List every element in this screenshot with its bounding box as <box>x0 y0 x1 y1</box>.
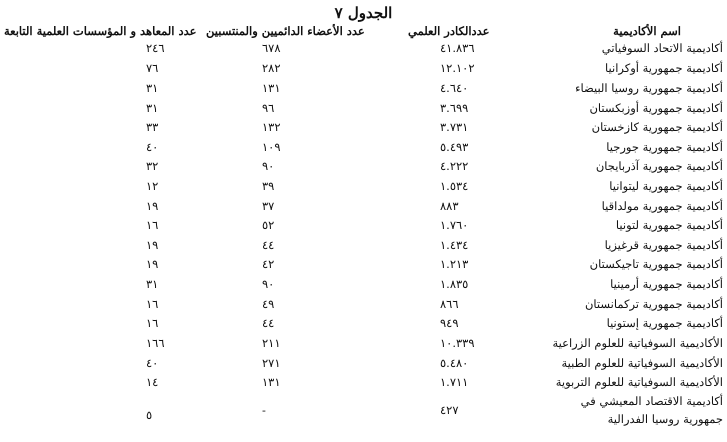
institutes-cell: ١٢ <box>146 179 159 193</box>
table-title: الجدول ٧ <box>334 4 393 22</box>
header-members: عدد الأعضاء الدائميين والمنتسبين <box>206 24 365 38</box>
academy-name-cell: أكاديمية الاتحاد السوفياتي <box>601 41 723 55</box>
table-row <box>0 392 727 426</box>
members-cell: ٦٧٨ <box>262 41 281 55</box>
institutes-cell: ٧٦ <box>146 61 159 75</box>
academy-name-cell: الأكاديمية السوفياتية للعلوم التربوية <box>555 375 723 389</box>
institutes-cell: ١٦ <box>146 316 159 330</box>
institutes-cell: ١٤ <box>146 375 159 389</box>
table-row <box>0 79 727 98</box>
institutes-cell: ٣٢ <box>146 159 159 173</box>
academy-name-cell: أكاديمية جمهورية روسيا البيضاء <box>575 81 723 95</box>
members-cell: ١٣١ <box>262 81 281 95</box>
members-cell: ٩٠ <box>262 277 275 291</box>
academy-name-cell: أكاديمية جمهورية أوكرانيا <box>605 61 723 75</box>
members-cell: ١٣١ <box>262 375 281 389</box>
table-row <box>0 157 727 176</box>
scientific-staff-cell: ٤.٦٤٠ <box>440 81 469 95</box>
scientific-staff-cell: ١.٢١٣ <box>440 257 469 271</box>
scientific-staff-cell: ٤.٢٢٢ <box>440 159 469 173</box>
institutes-cell: ١٦٦ <box>146 336 165 350</box>
scientific-staff-cell: ٨٦٦ <box>440 297 459 311</box>
institutes-cell: ٣١ <box>146 277 159 291</box>
institutes-cell: ٣١ <box>146 81 159 95</box>
table-row <box>0 354 727 373</box>
academy-name-cell: أكاديمية جمهورية إستونيا <box>606 316 723 330</box>
table-row <box>0 334 727 353</box>
institutes-cell: ١٩ <box>146 257 159 271</box>
members-cell: ٩٦ <box>262 101 275 115</box>
table-row <box>0 59 727 78</box>
institutes-cell: ٣٣ <box>146 120 159 134</box>
members-cell: ٤٤ <box>262 316 275 330</box>
table-row <box>0 39 727 58</box>
academy-name-cell: أكاديمية الاقتصاد المعيشي في جمهورية روسيا الفدرالية <box>580 394 723 426</box>
academy-name-cell: أكاديمية جمهورية أرمينيا <box>610 277 723 291</box>
institutes-cell: ٢٤٦ <box>146 41 165 55</box>
institutes-cell: ٥ <box>146 408 153 422</box>
members-cell: ٤٤ <box>262 238 275 252</box>
scientific-staff-cell: ٥.٤٨٠ <box>440 356 469 370</box>
table-row <box>0 99 727 118</box>
scientific-staff-cell: ١.٥٣٤ <box>440 179 469 193</box>
institutes-cell: ١٦ <box>146 297 159 311</box>
academy-name-cell: أكاديمية جمهورية مولداقيا <box>601 199 723 213</box>
table-row <box>0 236 727 255</box>
scientific-staff-cell: ٣.٧٣١ <box>440 120 469 134</box>
scientific-staff-cell: ٨٨٣ <box>440 199 459 213</box>
table-row <box>0 255 727 274</box>
scientific-staff-cell: ١٢.١٠٢ <box>440 61 475 75</box>
members-cell: ٩٠ <box>262 159 275 173</box>
institutes-cell: ٤٠ <box>146 140 159 154</box>
scientific-staff-cell: ١٠.٣٣٩ <box>440 336 475 350</box>
scientific-staff-cell: ٣.٦٩٩ <box>440 101 469 115</box>
table-row <box>0 177 727 196</box>
academy-name-cell: الأكاديمية السوفياتية للعلوم الطبية <box>561 356 723 370</box>
institutes-cell: ١٦ <box>146 218 159 232</box>
members-cell: - <box>262 403 266 417</box>
members-cell: ١٣٢ <box>262 120 281 134</box>
scientific-staff-cell: ٩٤٩ <box>440 316 459 330</box>
table-row <box>0 295 727 314</box>
table-row <box>0 216 727 235</box>
scientific-staff-cell: ١.٧٦٠ <box>440 218 469 232</box>
members-cell: ٤٢ <box>262 257 275 271</box>
academy-name-cell: أكاديمية جمهورية لتونيا <box>615 218 723 232</box>
members-cell: ١٠٩ <box>262 140 281 154</box>
members-cell: ٣٧ <box>262 199 275 213</box>
scientific-staff-cell: ١.٤٣٤ <box>440 238 469 252</box>
institutes-cell: ٤٠ <box>146 356 159 370</box>
institutes-cell: ١٩ <box>146 238 159 252</box>
table-row <box>0 118 727 137</box>
members-cell: ٥٢ <box>262 218 275 232</box>
scientific-staff-cell: ٥.٤٩٣ <box>440 140 469 154</box>
institutes-cell: ١٩ <box>146 199 159 213</box>
academy-name-cell: أكاديمية جمهورية كازخستان <box>591 120 723 134</box>
academy-name-cell: أكاديمية جمهورية آذربايجان <box>595 159 723 173</box>
members-cell: ٢٧١ <box>262 356 281 370</box>
table-row <box>0 314 727 333</box>
members-cell: ٣٩ <box>262 179 275 193</box>
academy-name-cell: أكاديمية جمهورية أوزبكستان <box>589 101 723 115</box>
members-cell: ٢١١ <box>262 336 281 350</box>
academy-name-cell: الأكاديمية السوفياتية للعلوم الزراعية <box>552 336 723 350</box>
members-cell: ٤٩ <box>262 297 275 311</box>
table-row <box>0 197 727 216</box>
academy-name-cell: أكاديمية جمهورية ليتوانيا <box>609 179 723 193</box>
scientific-staff-cell: ١.٨٣٥ <box>440 277 469 291</box>
table-row <box>0 275 727 294</box>
scientific-staff-cell: ٤١.٨٣٦ <box>440 41 475 55</box>
academy-name-cell: أكاديمية جمهورية تركمانستان <box>584 297 723 311</box>
institutes-cell: ٣١ <box>146 101 159 115</box>
table-row <box>0 138 727 157</box>
header-academy-name: اسم الأكاديمية <box>613 24 681 38</box>
scientific-staff-cell: ٤٢٧ <box>440 403 459 417</box>
academy-name-cell: أكاديمية جمهورية جورجيا <box>606 140 723 154</box>
academy-name-cell: أكاديمية جمهورية قرغيزيا <box>604 238 723 252</box>
scientific-staff-cell: ١.٧١١ <box>440 375 469 389</box>
table-row <box>0 373 727 392</box>
academy-name-cell: أكاديمية جمهورية تاجيكستان <box>589 257 723 271</box>
header-institutes: عدد المعاهد و المؤسسات العلمية التابعة <box>4 24 197 38</box>
header-scientific-staff: عددالكادر العلمي <box>408 24 490 38</box>
members-cell: ٢٨٢ <box>262 61 281 75</box>
